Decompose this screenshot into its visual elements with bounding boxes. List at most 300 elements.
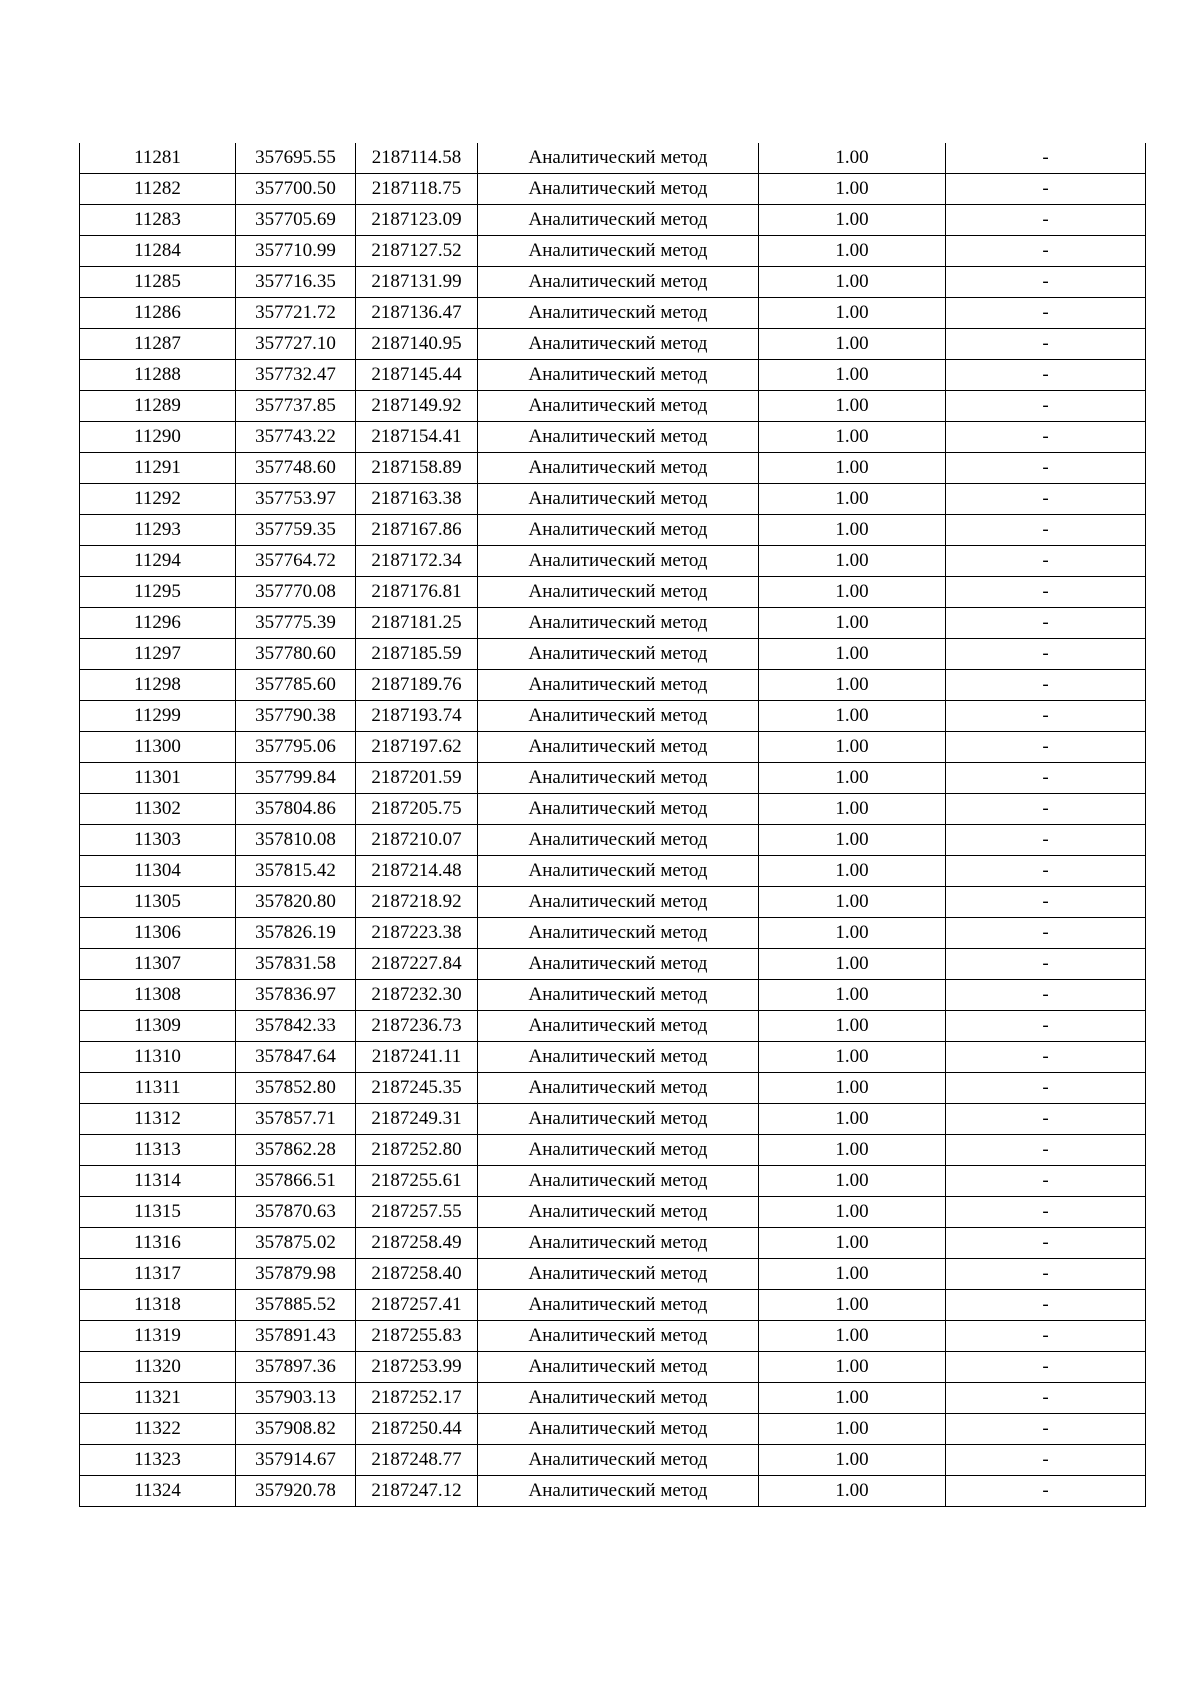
x-coordinate-cell: 357810.08 (236, 825, 356, 856)
x-coordinate-cell: 357891.43 (236, 1321, 356, 1352)
description-cell: - (946, 1197, 1146, 1228)
x-coordinate-cell: 357785.60 (236, 670, 356, 701)
y-coordinate-cell: 2187127.52 (356, 236, 478, 267)
method-cell: Аналитический метод (478, 856, 759, 887)
point-number-cell: 11313 (80, 1135, 236, 1166)
point-number-cell: 11283 (80, 205, 236, 236)
accuracy-cell: 1.00 (759, 856, 946, 887)
point-number-cell: 11321 (80, 1383, 236, 1414)
y-coordinate-cell: 2187255.61 (356, 1166, 478, 1197)
method-cell: Аналитический метод (478, 918, 759, 949)
accuracy-cell: 1.00 (759, 1135, 946, 1166)
method-cell: Аналитический метод (478, 1290, 759, 1321)
table-row (80, 236, 1146, 267)
point-number-cell: 11294 (80, 546, 236, 577)
y-coordinate-cell: 2187227.84 (356, 949, 478, 980)
point-number-cell: 11305 (80, 887, 236, 918)
point-number-cell: 11299 (80, 701, 236, 732)
x-coordinate-cell: 357695.55 (236, 143, 356, 174)
accuracy-cell: 1.00 (759, 1290, 946, 1321)
x-coordinate-cell: 357790.38 (236, 701, 356, 732)
method-cell: Аналитический метод (478, 980, 759, 1011)
description-cell: - (946, 1321, 1146, 1352)
method-cell: Аналитический метод (478, 794, 759, 825)
accuracy-cell: 1.00 (759, 1476, 946, 1507)
x-coordinate-cell: 357764.72 (236, 546, 356, 577)
description-cell: - (946, 794, 1146, 825)
method-cell: Аналитический метод (478, 1228, 759, 1259)
y-coordinate-cell: 2187255.83 (356, 1321, 478, 1352)
description-cell: - (946, 732, 1146, 763)
accuracy-cell: 1.00 (759, 422, 946, 453)
accuracy-cell: 1.00 (759, 174, 946, 205)
point-number-cell: 11281 (80, 143, 236, 174)
table-row (80, 949, 1146, 980)
x-coordinate-cell: 357716.35 (236, 267, 356, 298)
x-coordinate-cell: 357826.19 (236, 918, 356, 949)
point-number-cell: 11322 (80, 1414, 236, 1445)
description-cell: - (946, 360, 1146, 391)
table-row (80, 174, 1146, 205)
method-cell: Аналитический метод (478, 1104, 759, 1135)
table-row (80, 670, 1146, 701)
point-number-cell: 11317 (80, 1259, 236, 1290)
point-number-cell: 11282 (80, 174, 236, 205)
x-coordinate-cell: 357799.84 (236, 763, 356, 794)
method-cell: Аналитический метод (478, 639, 759, 670)
accuracy-cell: 1.00 (759, 701, 946, 732)
accuracy-cell: 1.00 (759, 1414, 946, 1445)
y-coordinate-cell: 2187210.07 (356, 825, 478, 856)
y-coordinate-cell: 2187167.86 (356, 515, 478, 546)
x-coordinate-cell: 357920.78 (236, 1476, 356, 1507)
table-row (80, 1414, 1146, 1445)
method-cell: Аналитический метод (478, 298, 759, 329)
table-row (80, 1011, 1146, 1042)
method-cell: Аналитический метод (478, 1073, 759, 1104)
table-row (80, 267, 1146, 298)
y-coordinate-cell: 2187218.92 (356, 887, 478, 918)
x-coordinate-cell: 357852.80 (236, 1073, 356, 1104)
accuracy-cell: 1.00 (759, 763, 946, 794)
y-coordinate-cell: 2187158.89 (356, 453, 478, 484)
y-coordinate-cell: 2187257.41 (356, 1290, 478, 1321)
accuracy-cell: 1.00 (759, 670, 946, 701)
description-cell: - (946, 918, 1146, 949)
point-number-cell: 11309 (80, 1011, 236, 1042)
method-cell: Аналитический метод (478, 1414, 759, 1445)
y-coordinate-cell: 2187154.41 (356, 422, 478, 453)
accuracy-cell: 1.00 (759, 1197, 946, 1228)
y-coordinate-cell: 2187189.76 (356, 670, 478, 701)
x-coordinate-cell: 357847.64 (236, 1042, 356, 1073)
y-coordinate-cell: 2187258.49 (356, 1228, 478, 1259)
x-coordinate-cell: 357862.28 (236, 1135, 356, 1166)
y-coordinate-cell: 2187118.75 (356, 174, 478, 205)
description-cell: - (946, 763, 1146, 794)
x-coordinate-cell: 357836.97 (236, 980, 356, 1011)
accuracy-cell: 1.00 (759, 1321, 946, 1352)
table-row (80, 329, 1146, 360)
accuracy-cell: 1.00 (759, 1104, 946, 1135)
y-coordinate-cell: 2187172.34 (356, 546, 478, 577)
accuracy-cell: 1.00 (759, 639, 946, 670)
description-cell: - (946, 1383, 1146, 1414)
x-coordinate-cell: 357885.52 (236, 1290, 356, 1321)
coordinates-table (79, 143, 1146, 1507)
point-number-cell: 11306 (80, 918, 236, 949)
y-coordinate-cell: 2187250.44 (356, 1414, 478, 1445)
point-number-cell: 11289 (80, 391, 236, 422)
accuracy-cell: 1.00 (759, 1166, 946, 1197)
accuracy-cell: 1.00 (759, 1445, 946, 1476)
y-coordinate-cell: 2187253.99 (356, 1352, 478, 1383)
accuracy-cell: 1.00 (759, 484, 946, 515)
method-cell: Аналитический метод (478, 1135, 759, 1166)
x-coordinate-cell: 357908.82 (236, 1414, 356, 1445)
x-coordinate-cell: 357866.51 (236, 1166, 356, 1197)
accuracy-cell: 1.00 (759, 1228, 946, 1259)
description-cell: - (946, 701, 1146, 732)
y-coordinate-cell: 2187241.11 (356, 1042, 478, 1073)
point-number-cell: 11304 (80, 856, 236, 887)
method-cell: Аналитический метод (478, 360, 759, 391)
y-coordinate-cell: 2187258.40 (356, 1259, 478, 1290)
point-number-cell: 11298 (80, 670, 236, 701)
y-coordinate-cell: 2187163.38 (356, 484, 478, 515)
table-row (80, 1259, 1146, 1290)
method-cell: Аналитический метод (478, 670, 759, 701)
method-cell: Аналитический метод (478, 515, 759, 546)
point-number-cell: 11300 (80, 732, 236, 763)
description-cell: - (946, 174, 1146, 205)
description-cell: - (946, 453, 1146, 484)
method-cell: Аналитический метод (478, 608, 759, 639)
accuracy-cell: 1.00 (759, 515, 946, 546)
y-coordinate-cell: 2187131.99 (356, 267, 478, 298)
method-cell: Аналитический метод (478, 453, 759, 484)
x-coordinate-cell: 357815.42 (236, 856, 356, 887)
accuracy-cell: 1.00 (759, 980, 946, 1011)
accuracy-cell: 1.00 (759, 887, 946, 918)
description-cell: - (946, 205, 1146, 236)
accuracy-cell: 1.00 (759, 732, 946, 763)
x-coordinate-cell: 357710.99 (236, 236, 356, 267)
point-number-cell: 11292 (80, 484, 236, 515)
accuracy-cell: 1.00 (759, 205, 946, 236)
x-coordinate-cell: 357737.85 (236, 391, 356, 422)
x-coordinate-cell: 357748.60 (236, 453, 356, 484)
point-number-cell: 11312 (80, 1104, 236, 1135)
description-cell: - (946, 546, 1146, 577)
x-coordinate-cell: 357875.02 (236, 1228, 356, 1259)
y-coordinate-cell: 2187123.09 (356, 205, 478, 236)
description-cell: - (946, 1290, 1146, 1321)
x-coordinate-cell: 357857.71 (236, 1104, 356, 1135)
y-coordinate-cell: 2187214.48 (356, 856, 478, 887)
accuracy-cell: 1.00 (759, 1042, 946, 1073)
description-cell: - (946, 1042, 1146, 1073)
y-coordinate-cell: 2187252.80 (356, 1135, 478, 1166)
method-cell: Аналитический метод (478, 1476, 759, 1507)
table-row (80, 1197, 1146, 1228)
method-cell: Аналитический метод (478, 174, 759, 205)
x-coordinate-cell: 357820.80 (236, 887, 356, 918)
method-cell: Аналитический метод (478, 577, 759, 608)
point-number-cell: 11297 (80, 639, 236, 670)
accuracy-cell: 1.00 (759, 546, 946, 577)
y-coordinate-cell: 2187247.12 (356, 1476, 478, 1507)
description-cell: - (946, 391, 1146, 422)
x-coordinate-cell: 357914.67 (236, 1445, 356, 1476)
method-cell: Аналитический метод (478, 825, 759, 856)
y-coordinate-cell: 2187136.47 (356, 298, 478, 329)
method-cell: Аналитический метод (478, 1011, 759, 1042)
table-row (80, 360, 1146, 391)
method-cell: Аналитический метод (478, 267, 759, 298)
x-coordinate-cell: 357700.50 (236, 174, 356, 205)
table-row (80, 918, 1146, 949)
method-cell: Аналитический метод (478, 949, 759, 980)
method-cell: Аналитический метод (478, 1166, 759, 1197)
description-cell: - (946, 298, 1146, 329)
table-row (80, 1104, 1146, 1135)
table-row (80, 515, 1146, 546)
method-cell: Аналитический метод (478, 763, 759, 794)
x-coordinate-cell: 357795.06 (236, 732, 356, 763)
table-row (80, 608, 1146, 639)
description-cell: - (946, 1073, 1146, 1104)
description-cell: - (946, 980, 1146, 1011)
point-number-cell: 11303 (80, 825, 236, 856)
point-number-cell: 11315 (80, 1197, 236, 1228)
point-number-cell: 11288 (80, 360, 236, 391)
table-row (80, 763, 1146, 794)
accuracy-cell: 1.00 (759, 825, 946, 856)
point-number-cell: 11314 (80, 1166, 236, 1197)
table-row (80, 732, 1146, 763)
table-row (80, 422, 1146, 453)
table-row (80, 1135, 1146, 1166)
accuracy-cell: 1.00 (759, 1011, 946, 1042)
x-coordinate-cell: 357753.97 (236, 484, 356, 515)
description-cell: - (946, 887, 1146, 918)
table-row (80, 1166, 1146, 1197)
description-cell: - (946, 515, 1146, 546)
y-coordinate-cell: 2187176.81 (356, 577, 478, 608)
x-coordinate-cell: 357804.86 (236, 794, 356, 825)
table-row (80, 980, 1146, 1011)
description-cell: - (946, 856, 1146, 887)
description-cell: - (946, 639, 1146, 670)
y-coordinate-cell: 2187185.59 (356, 639, 478, 670)
x-coordinate-cell: 357879.98 (236, 1259, 356, 1290)
y-coordinate-cell: 2187201.59 (356, 763, 478, 794)
method-cell: Аналитический метод (478, 1352, 759, 1383)
point-number-cell: 11290 (80, 422, 236, 453)
description-cell: - (946, 267, 1146, 298)
point-number-cell: 11287 (80, 329, 236, 360)
accuracy-cell: 1.00 (759, 949, 946, 980)
x-coordinate-cell: 357870.63 (236, 1197, 356, 1228)
table-row (80, 701, 1146, 732)
table-row (80, 577, 1146, 608)
y-coordinate-cell: 2187145.44 (356, 360, 478, 391)
accuracy-cell: 1.00 (759, 329, 946, 360)
point-number-cell: 11284 (80, 236, 236, 267)
x-coordinate-cell: 357727.10 (236, 329, 356, 360)
method-cell: Аналитический метод (478, 1445, 759, 1476)
description-cell: - (946, 670, 1146, 701)
description-cell: - (946, 1414, 1146, 1445)
accuracy-cell: 1.00 (759, 794, 946, 825)
description-cell: - (946, 422, 1146, 453)
point-number-cell: 11302 (80, 794, 236, 825)
accuracy-cell: 1.00 (759, 608, 946, 639)
table-row (80, 484, 1146, 515)
method-cell: Аналитический метод (478, 205, 759, 236)
table-row (80, 639, 1146, 670)
table-row (80, 794, 1146, 825)
point-number-cell: 11319 (80, 1321, 236, 1352)
y-coordinate-cell: 2187197.62 (356, 732, 478, 763)
point-number-cell: 11286 (80, 298, 236, 329)
description-cell: - (946, 236, 1146, 267)
description-cell: - (946, 1476, 1146, 1507)
description-cell: - (946, 484, 1146, 515)
y-coordinate-cell: 2187181.25 (356, 608, 478, 639)
point-number-cell: 11310 (80, 1042, 236, 1073)
point-number-cell: 11323 (80, 1445, 236, 1476)
point-number-cell: 11320 (80, 1352, 236, 1383)
point-number-cell: 11295 (80, 577, 236, 608)
table-row (80, 1321, 1146, 1352)
y-coordinate-cell: 2187236.73 (356, 1011, 478, 1042)
method-cell: Аналитический метод (478, 1259, 759, 1290)
x-coordinate-cell: 357842.33 (236, 1011, 356, 1042)
table-row (80, 453, 1146, 484)
method-cell: Аналитический метод (478, 732, 759, 763)
y-coordinate-cell: 2187249.31 (356, 1104, 478, 1135)
description-cell: - (946, 825, 1146, 856)
description-cell: - (946, 1135, 1146, 1166)
x-coordinate-cell: 357759.35 (236, 515, 356, 546)
y-coordinate-cell: 2187252.17 (356, 1383, 478, 1414)
method-cell: Аналитический метод (478, 1197, 759, 1228)
method-cell: Аналитический метод (478, 1042, 759, 1073)
table-row (80, 1445, 1146, 1476)
table-row (80, 825, 1146, 856)
x-coordinate-cell: 357705.69 (236, 205, 356, 236)
table-row (80, 1228, 1146, 1259)
table-row (80, 143, 1146, 174)
y-coordinate-cell: 2187149.92 (356, 391, 478, 422)
method-cell: Аналитический метод (478, 143, 759, 174)
description-cell: - (946, 1259, 1146, 1290)
table-row (80, 1476, 1146, 1507)
x-coordinate-cell: 357780.60 (236, 639, 356, 670)
y-coordinate-cell: 2187114.58 (356, 143, 478, 174)
accuracy-cell: 1.00 (759, 360, 946, 391)
method-cell: Аналитический метод (478, 329, 759, 360)
y-coordinate-cell: 2187248.77 (356, 1445, 478, 1476)
point-number-cell: 11307 (80, 949, 236, 980)
coordinates-table-body (80, 143, 1146, 1507)
description-cell: - (946, 143, 1146, 174)
x-coordinate-cell: 357770.08 (236, 577, 356, 608)
point-number-cell: 11316 (80, 1228, 236, 1259)
accuracy-cell: 1.00 (759, 391, 946, 422)
method-cell: Аналитический метод (478, 236, 759, 267)
method-cell: Аналитический метод (478, 1321, 759, 1352)
accuracy-cell: 1.00 (759, 267, 946, 298)
table-row (80, 1073, 1146, 1104)
description-cell: - (946, 1228, 1146, 1259)
point-number-cell: 11301 (80, 763, 236, 794)
accuracy-cell: 1.00 (759, 1383, 946, 1414)
description-cell: - (946, 1166, 1146, 1197)
description-cell: - (946, 1445, 1146, 1476)
accuracy-cell: 1.00 (759, 236, 946, 267)
description-cell: - (946, 1352, 1146, 1383)
description-cell: - (946, 329, 1146, 360)
x-coordinate-cell: 357743.22 (236, 422, 356, 453)
point-number-cell: 11311 (80, 1073, 236, 1104)
point-number-cell: 11308 (80, 980, 236, 1011)
accuracy-cell: 1.00 (759, 1352, 946, 1383)
table-row (80, 887, 1146, 918)
point-number-cell: 11296 (80, 608, 236, 639)
accuracy-cell: 1.00 (759, 577, 946, 608)
method-cell: Аналитический метод (478, 1383, 759, 1414)
description-cell: - (946, 1104, 1146, 1135)
table-row (80, 205, 1146, 236)
point-number-cell: 11318 (80, 1290, 236, 1321)
y-coordinate-cell: 2187205.75 (356, 794, 478, 825)
description-cell: - (946, 608, 1146, 639)
y-coordinate-cell: 2187140.95 (356, 329, 478, 360)
accuracy-cell: 1.00 (759, 143, 946, 174)
table-row (80, 1290, 1146, 1321)
description-cell: - (946, 577, 1146, 608)
table-row (80, 856, 1146, 887)
method-cell: Аналитический метод (478, 546, 759, 577)
table-row (80, 391, 1146, 422)
table-row (80, 546, 1146, 577)
point-number-cell: 11293 (80, 515, 236, 546)
method-cell: Аналитический метод (478, 422, 759, 453)
x-coordinate-cell: 357732.47 (236, 360, 356, 391)
point-number-cell: 11285 (80, 267, 236, 298)
accuracy-cell: 1.00 (759, 1259, 946, 1290)
accuracy-cell: 1.00 (759, 1073, 946, 1104)
table-row (80, 298, 1146, 329)
description-cell: - (946, 1011, 1146, 1042)
table-row (80, 1383, 1146, 1414)
point-number-cell: 11324 (80, 1476, 236, 1507)
method-cell: Аналитический метод (478, 391, 759, 422)
method-cell: Аналитический метод (478, 484, 759, 515)
x-coordinate-cell: 357903.13 (236, 1383, 356, 1414)
y-coordinate-cell: 2187245.35 (356, 1073, 478, 1104)
description-cell: - (946, 949, 1146, 980)
method-cell: Аналитический метод (478, 701, 759, 732)
accuracy-cell: 1.00 (759, 453, 946, 484)
method-cell: Аналитический метод (478, 887, 759, 918)
table-row (80, 1352, 1146, 1383)
accuracy-cell: 1.00 (759, 298, 946, 329)
point-number-cell: 11291 (80, 453, 236, 484)
